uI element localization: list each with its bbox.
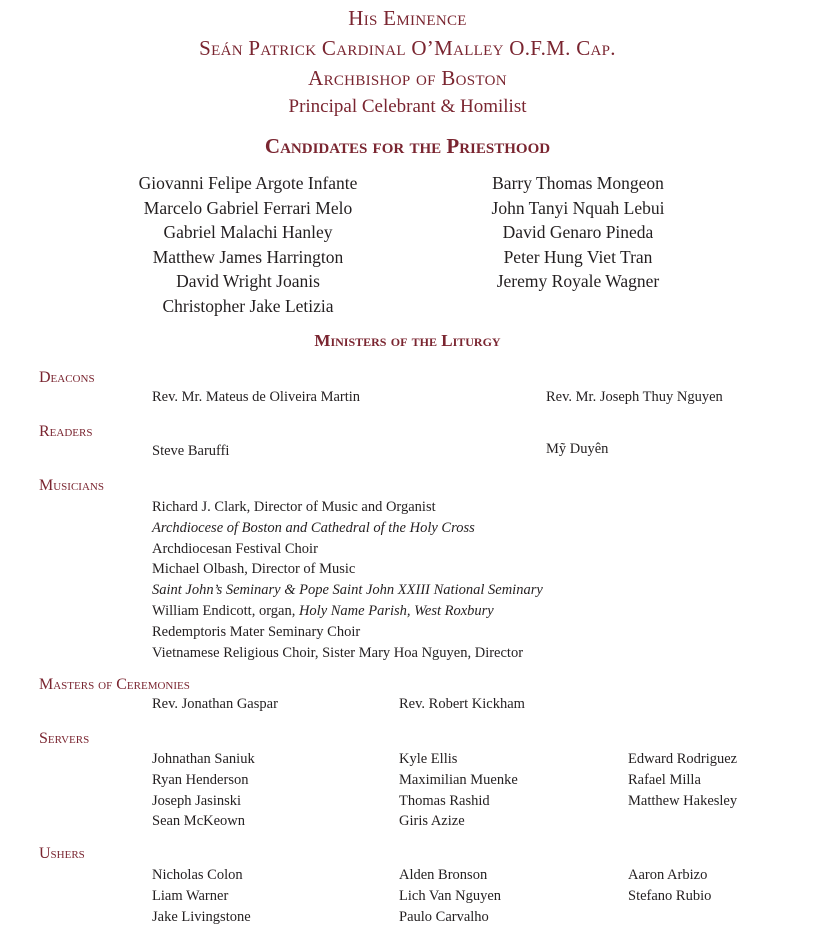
candidate-name: David Wright Joanis [176,271,320,291]
ushers-label: Ushers [39,845,85,862]
musician-line: Archdiocesan Festival Choir [152,540,318,557]
servers-label: Servers [39,730,90,747]
usher-name: Nicholas Colon [152,867,243,883]
server-name: Ryan Henderson [152,771,249,788]
reader-name: Mỹ Duyên [546,441,609,457]
servers-column-2 [399,749,518,832]
candidate-name: David Genaro Pineda [502,222,654,242]
usher-name: Jake Livingstone [152,908,251,925]
celebrant-name: Seán Patrick Cardinal O’Malley O.F.M. Cap. [199,36,616,60]
server-name: Johnathan Saniuk [152,751,255,767]
musician-line: Redemptoris Mater Seminary Choir [152,623,361,640]
server-name: Maximilian Muenke [399,771,518,788]
candidate-name: Gabriel Malachi Hanley [163,222,333,242]
musician-line: Vietnamese Religious Choir, Sister Mary Hoa Nguyen, Director [152,644,524,661]
candidate-name: Peter Hung Viet Tran [503,246,653,267]
candidate-name: John Tanyi Nquah Lebui [491,197,665,218]
musicians-label: Musicians [39,477,104,494]
server-name: Rafael Milla [628,771,701,788]
candidate-name: Marcelo Gabriel Ferrari Melo [143,197,353,218]
ushers-column-3 [628,865,711,907]
ushers-column-1 [152,865,251,927]
server-name: Thomas Rashid [399,792,490,809]
candidate-name: Giovanni Felipe Argote Infante [138,173,358,193]
masters-label: Masters of Ceremonies [39,676,190,693]
server-name: Giris Azize [399,813,465,830]
musician-line: Richard J. Clark, Director of Music and Organist [152,499,436,515]
ushers-column-2 [399,865,501,927]
deacon-name: Rev. Mr. Mateus de Oliveira Martin [152,389,361,405]
deacon-name: Rev. Mr. Joseph Thuy Nguyen [546,389,723,405]
server-name: Edward Rodriguez [628,751,738,767]
candidates-heading: Candidates for the Priesthood [264,134,551,158]
musician-line [152,601,543,622]
usher-name: Stefano Rubio [628,887,712,904]
candidate-name: Jeremy Royale Wagner [496,271,660,291]
celebrant-office: Archbishop of Boston [308,66,507,90]
celebrant-title: His Eminence [348,6,467,30]
usher-name: Lich Van Nguyen [399,887,502,904]
celebrant-role: Principal Celebrant & Homilist [288,96,527,117]
master-name: Rev. Jonathan Gaspar [152,696,278,712]
usher-name: Aaron Arbizo [628,867,708,883]
readers-label: Readers [39,423,93,440]
musician-line: Saint John’s Seminary & Pope Saint John XXIII National Seminary [152,582,543,599]
ministers-heading: Ministers of the Liturgy [314,331,501,350]
candidates-left-column [110,171,386,318]
servers-column-3 [628,749,737,811]
deacons-label: Deacons [39,369,95,386]
server-name: Kyle Ellis [399,751,458,767]
master-name: Rev. Robert Kickham [399,696,525,712]
candidates-right-column [450,171,706,294]
usher-name: Liam Warner [152,887,229,904]
musician-line: Michael Olbash, Director of Music [152,561,356,578]
server-name: Sean McKeown [152,813,246,830]
server-name: Joseph Jasinski [152,792,242,809]
musician-line-plain: William Endicott, organ, [152,602,299,619]
candidate-name: Matthew James Harrington [152,246,344,267]
servers-column-1 [152,749,255,832]
candidate-name: Barry Thomas Mongeon [492,173,664,193]
usher-name: Paulo Carvalho [399,908,489,925]
musician-line-italic: Holy Name Parish, West Roxbury [298,602,494,619]
musicians-list [152,497,543,663]
reader-name: Steve Baruffi [152,443,230,459]
musician-line: Archdiocese of Boston and Cathedral of the Holy Cross [152,519,475,536]
server-name: Matthew Hakesley [628,792,738,809]
candidate-name: Christopher Jake Letizia [162,295,334,316]
usher-name: Alden Bronson [399,867,488,883]
